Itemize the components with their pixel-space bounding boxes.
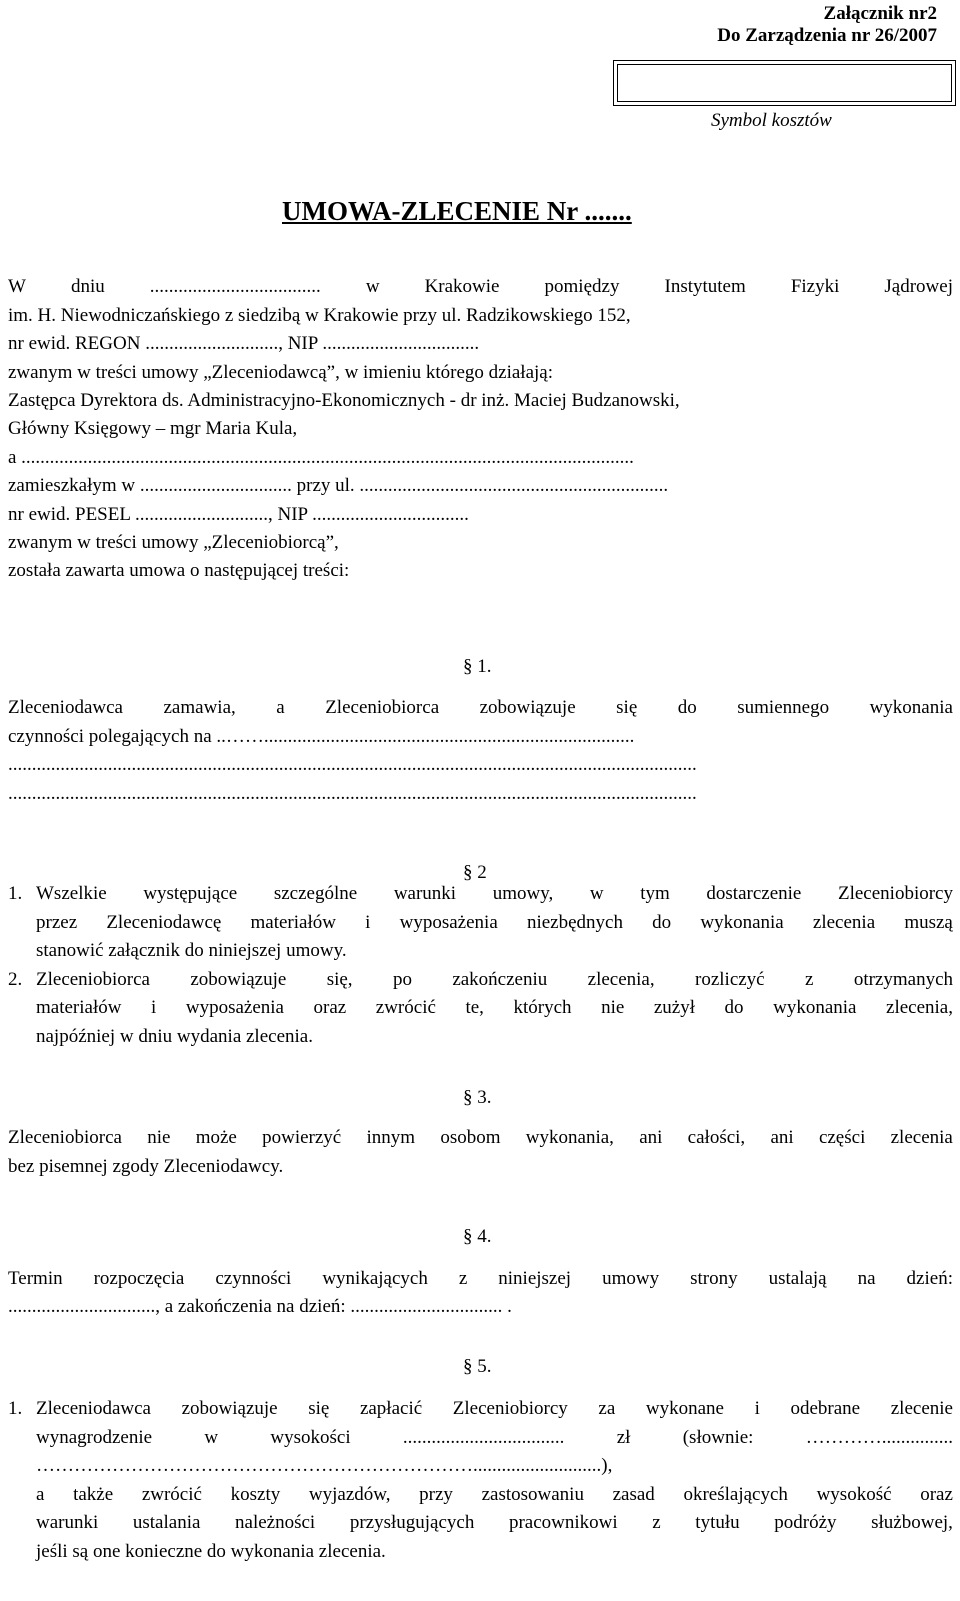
word: Instytutem <box>664 276 746 297</box>
word: w <box>204 1427 219 1448</box>
word: zapłacić <box>359 1398 423 1419</box>
intro-line-4: zwanym w treści umowy „Zleceniodawcą”, w imieniu którego działają: <box>8 362 553 383</box>
word: i <box>754 1398 760 1419</box>
word: służbowej, <box>871 1512 953 1533</box>
word: zobowiązuje <box>479 697 576 718</box>
s2-item-1-line-2 <box>36 912 953 934</box>
word: materiałów <box>250 912 336 933</box>
word: umowy <box>602 1268 660 1289</box>
word: niniejszej <box>498 1268 572 1289</box>
word: zamawia, <box>163 697 236 718</box>
s2-item-1-line-1 <box>36 883 953 905</box>
s1-line-3: ................................................................................................................................................. <box>8 754 697 775</box>
word: całości, <box>687 1127 746 1148</box>
intro-line-5: Zastępca Dyrektora ds. Administracyjno-Ekonomicznych - dr inż. Maciej Budzanowski, <box>8 390 680 411</box>
word: (słownie: <box>682 1427 754 1448</box>
word: zobowiązuje <box>190 969 287 990</box>
word: i <box>365 912 371 933</box>
annex-label: Załącznik nr2 <box>823 3 937 24</box>
intro-line-7: a ................................................................................................................................. <box>8 447 634 468</box>
s2-item-2-line-3: najpóźniej w dniu wydania zlecenia. <box>36 1026 313 1047</box>
word: także <box>73 1484 114 1505</box>
word: zakończeniu <box>452 969 548 990</box>
word: wyjazdów, <box>308 1484 391 1505</box>
word: zlecenia <box>812 912 876 933</box>
word: się <box>616 697 638 718</box>
section-4-heading: § 4. <box>463 1226 492 1247</box>
word: na <box>857 1268 876 1289</box>
s2-item-2-line-2 <box>36 997 953 1019</box>
intro-line-9: nr ewid. PESEL ............................, NIP ................................. <box>8 504 469 525</box>
word: zlecenie <box>890 1398 953 1419</box>
word: przez <box>36 912 78 933</box>
word: wyposażenia <box>185 997 284 1018</box>
word: przy <box>419 1484 453 1505</box>
word: zlecenia, <box>886 997 953 1018</box>
word: Zleceniodawcę <box>106 912 222 933</box>
s3-line-1 <box>8 1127 953 1149</box>
cost-symbol-field[interactable] <box>613 60 956 106</box>
intro-line-3: nr ewid. REGON ............................, NIP ................................. <box>8 333 480 354</box>
word: zł <box>616 1427 631 1448</box>
s1-line-1 <box>8 697 953 719</box>
intro-line-2: im. H. Niewodniczańskiego z siedzibą w Krakowie przy ul. Radzikowskiego 152, <box>8 305 631 326</box>
word: wysokości <box>270 1427 351 1448</box>
word: innym <box>366 1127 416 1148</box>
word: przysługujących <box>349 1512 475 1533</box>
word: do <box>724 997 744 1018</box>
word: Zleceniobiorca <box>325 697 440 718</box>
s5-item-1-line-4 <box>36 1484 953 1506</box>
s1-line-4: ................................................................................................................................................. <box>8 783 697 804</box>
section-1-heading: § 1. <box>463 656 492 677</box>
word: zasad <box>612 1484 655 1505</box>
word: niezbędnych <box>526 912 623 933</box>
word: Wszelkie <box>36 883 107 904</box>
intro-line-11: została zawarta umowa o następującej treści: <box>8 560 350 581</box>
word: pomiędzy <box>544 276 620 297</box>
intro-line-1 <box>8 276 953 298</box>
word: zlecenia, <box>587 969 655 990</box>
word: się, <box>326 969 353 990</box>
word: rozpoczęcia <box>93 1268 185 1289</box>
s5-item-1-line-2 <box>36 1427 953 1449</box>
word: się <box>308 1398 330 1419</box>
s5-item-1-line-5 <box>36 1512 953 1534</box>
word: Zleceniodawca <box>36 1398 151 1419</box>
cost-symbol-label: Symbol kosztów <box>711 110 832 131</box>
word: z <box>458 1268 468 1289</box>
word: W <box>8 276 26 297</box>
word: warunki <box>36 1512 99 1533</box>
word: …………............... <box>805 1427 953 1448</box>
word: Krakowie <box>424 276 500 297</box>
word: wynagrodzenie <box>36 1427 153 1448</box>
intro-line-10: zwanym w treści umowy „Zleceniobiorcą”, <box>8 532 339 553</box>
word: ani <box>639 1127 663 1148</box>
word: za <box>598 1398 616 1419</box>
word: w <box>589 883 604 904</box>
word: występujące <box>143 883 238 904</box>
word: których <box>513 997 572 1018</box>
word: podróży <box>774 1512 837 1533</box>
word: Zleceniobiorca <box>8 1127 122 1148</box>
word: części <box>818 1127 866 1148</box>
word: wykonania, <box>525 1127 614 1148</box>
word: i <box>151 997 157 1018</box>
word: powierzyć <box>262 1127 342 1148</box>
word: Fizyki <box>790 276 840 297</box>
word: pracownikowi <box>508 1512 618 1533</box>
word: wykonane <box>645 1398 724 1419</box>
word: określających <box>683 1484 788 1505</box>
s1-line-2: czynności polegających na ..…….............................................................................. <box>8 726 635 747</box>
s2-item-2-number: 2. <box>8 969 23 990</box>
word: zużył <box>653 997 695 1018</box>
word: wykonania <box>700 912 784 933</box>
section-2-heading: § 2 <box>463 862 487 883</box>
word: w <box>365 276 380 297</box>
word: ani <box>770 1127 794 1148</box>
word: zwrócić <box>141 1484 202 1505</box>
word: wykonania <box>869 697 953 718</box>
word: Termin <box>8 1268 63 1289</box>
word: zastosowaniu <box>481 1484 584 1505</box>
s4-line-2: ..............................., a zakończenia na dzień: ................................ . <box>8 1296 512 1317</box>
word: strony <box>690 1268 738 1289</box>
word: z <box>805 969 814 990</box>
s5-item-1-line-3: ……………………………………………………………...........................), <box>36 1455 613 1476</box>
word: z <box>652 1512 661 1533</box>
word: rozliczyć <box>695 969 765 990</box>
word: odebrane <box>790 1398 861 1419</box>
word: czynności <box>215 1268 292 1289</box>
s4-line-1 <box>8 1268 953 1290</box>
document-title: UMOWA-ZLECENIE Nr ....... <box>282 196 632 226</box>
word: oraz <box>313 997 347 1018</box>
word: umowy, <box>492 883 554 904</box>
word: oraz <box>920 1484 953 1505</box>
s5-item-1-number: 1. <box>8 1398 23 1419</box>
word: warunki <box>393 883 457 904</box>
word: zwrócić <box>375 997 436 1018</box>
word: Zleceniobiorca <box>36 969 150 990</box>
word: nie <box>601 997 625 1018</box>
section-5-heading: § 5. <box>463 1356 492 1377</box>
word: tytułu <box>695 1512 740 1533</box>
word: zobowiązuje <box>181 1398 278 1419</box>
word: materiałów <box>36 997 122 1018</box>
word: osobom <box>440 1127 501 1148</box>
s3-line-2: bez pisemnej zgody Zleceniodawcy. <box>8 1156 284 1177</box>
word: a <box>36 1484 45 1505</box>
word: muszą <box>904 912 953 933</box>
word: tym <box>640 883 670 904</box>
word: wykonania <box>773 997 857 1018</box>
word: otrzymanych <box>853 969 953 990</box>
intro-line-8: zamieszkałym w ................................ przy ul. ................................................................. <box>8 475 669 496</box>
word: ustalają <box>768 1268 827 1289</box>
word: wyposażenia <box>399 912 498 933</box>
s2-item-1-line-3: stanowić załącznik do niniejszej umowy. <box>36 940 347 961</box>
word: a <box>276 697 285 718</box>
word: nie <box>147 1127 171 1148</box>
s2-item-2-line-1 <box>36 969 953 991</box>
section-3-heading: § 3. <box>463 1087 492 1108</box>
word: Jądrowej <box>884 276 953 297</box>
word: należności <box>235 1512 316 1533</box>
word: Zleceniobiorcy <box>452 1398 568 1419</box>
word: może <box>195 1127 237 1148</box>
word: sumiennego <box>737 697 830 718</box>
word: dniu <box>70 276 105 297</box>
word: .................................. <box>402 1427 565 1448</box>
word: te, <box>465 997 484 1018</box>
word: zlecenia <box>890 1127 953 1148</box>
word: Zleceniodawca <box>8 697 123 718</box>
word: po <box>392 969 412 990</box>
word: dostarczenie <box>706 883 802 904</box>
word: wynikających <box>322 1268 428 1289</box>
s2-item-1-number: 1. <box>8 883 23 904</box>
word: wysokość <box>816 1484 892 1505</box>
word: .................................... <box>149 276 321 297</box>
word: koszty <box>230 1484 281 1505</box>
intro-line-6: Główny Księgowy – mgr Maria Kula, <box>8 418 298 439</box>
ordinance-label: Do Zarządzenia nr 26/2007 <box>717 25 937 46</box>
word: Zleceniobiorcy <box>837 883 953 904</box>
s5-item-1-line-1 <box>36 1398 953 1420</box>
word: do <box>677 697 697 718</box>
word: do <box>652 912 672 933</box>
word: szczególne <box>273 883 358 904</box>
word: dzień: <box>906 1268 953 1289</box>
word: ustalania <box>132 1512 201 1533</box>
s5-item-1-line-6: jeśli są one konieczne do wykonania zlecenia. <box>36 1541 386 1562</box>
